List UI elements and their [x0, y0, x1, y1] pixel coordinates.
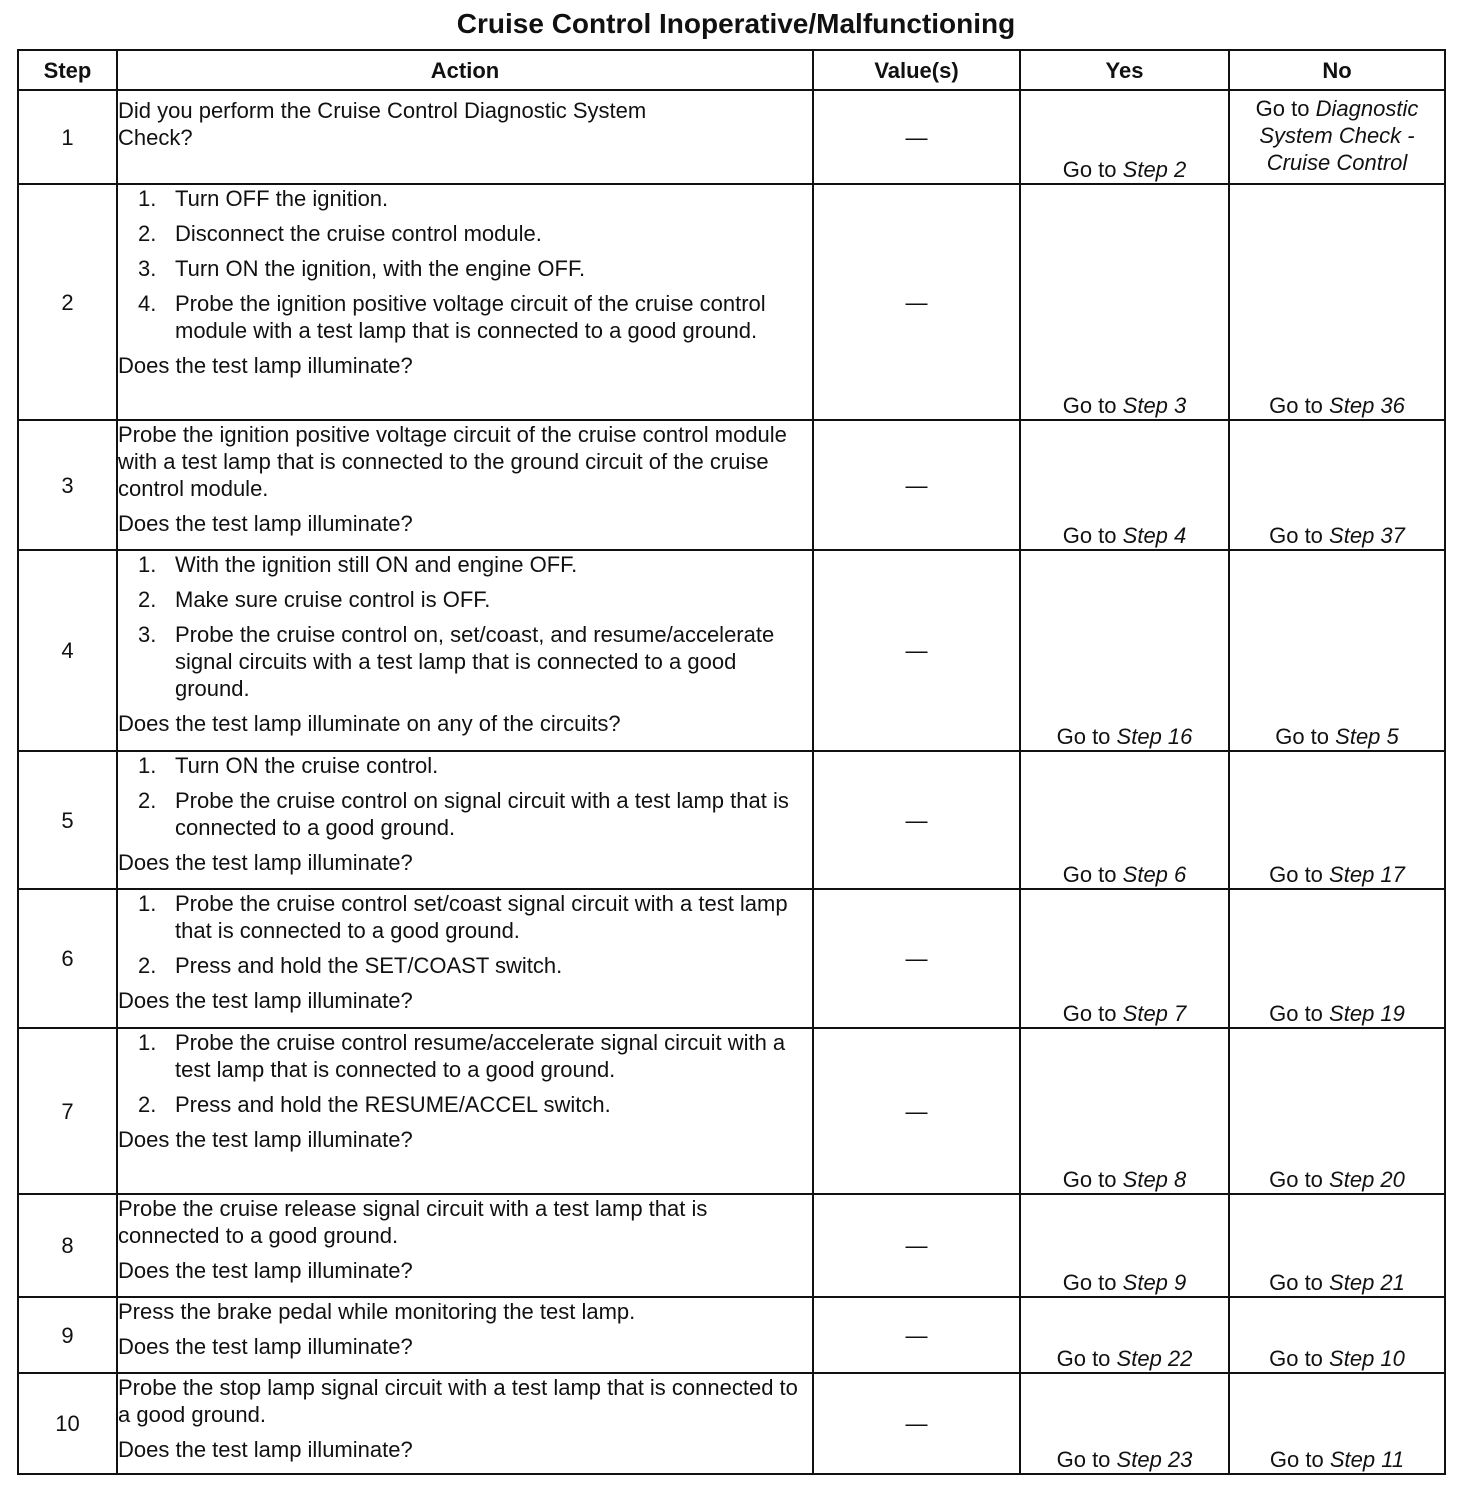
- step-number: 2: [18, 184, 117, 420]
- yes-cell: [1020, 1194, 1229, 1297]
- action-text: Probe the ignition positive voltage circuit of the cruise control module with a test lamp that is connected to the ground circuit of the cruise control module.: [118, 422, 787, 501]
- yes-cell: [1020, 90, 1229, 184]
- step-list: [118, 890, 812, 979]
- action-cell: [117, 184, 813, 420]
- list-item: 2. Press and hold the SET/COAST switch.: [138, 953, 563, 978]
- table-row: [18, 1194, 1445, 1297]
- action-question: Does the test lamp illuminate?: [118, 511, 413, 536]
- header-row: [18, 50, 1445, 90]
- no-cell: [1229, 184, 1445, 420]
- table-row: [18, 889, 1445, 1028]
- goto-prefix: Go to: [1269, 393, 1323, 418]
- list-item: 3. Probe the cruise control on, set/coast, and resume/accelerate signal circuits with a test lamp that is connected to a good ground.: [138, 622, 775, 701]
- goto-prefix: Go to: [1062, 1270, 1117, 1295]
- value-cell: —: [813, 1028, 1020, 1194]
- action-question: Does the test lamp illuminate?: [118, 1127, 413, 1152]
- table-row: [18, 184, 1445, 420]
- goto-link[interactable]: Step 22: [1116, 1346, 1193, 1371]
- list-item: 4. Probe the ignition positive voltage circuit of the cruise control module with a test lamp that is connected to a good ground.: [138, 291, 766, 343]
- goto-prefix: Go to: [1255, 96, 1310, 121]
- no-cell: [1229, 420, 1445, 550]
- value-cell: —: [813, 1194, 1020, 1297]
- table-row: [18, 1028, 1445, 1194]
- action-cell: [117, 1028, 813, 1194]
- value-cell: —: [813, 420, 1020, 550]
- goto-prefix: Go to: [1269, 862, 1323, 887]
- step-number: 3: [18, 420, 117, 550]
- step-number: 10: [18, 1373, 117, 1474]
- yes-cell: [1020, 184, 1229, 420]
- yes-cell: [1020, 550, 1229, 751]
- goto-link[interactable]: Step 3: [1122, 393, 1187, 418]
- action-text: Probe the stop lamp signal circuit with a test lamp that is connected to a good ground.: [118, 1375, 798, 1427]
- action-question: Does the test lamp illuminate?: [118, 1334, 413, 1359]
- action-text: Probe the cruise release signal circuit with a test lamp that is connected to a good ground.: [118, 1196, 708, 1248]
- action-text: Did you perform the Cruise Control Diagnostic System Check?: [118, 98, 647, 150]
- step-list: [118, 551, 812, 702]
- step-list: [118, 752, 812, 841]
- action-cell: [117, 889, 813, 1028]
- goto-link[interactable]: Step 7: [1122, 1001, 1187, 1026]
- step-number: 6: [18, 889, 117, 1028]
- goto-link[interactable]: Step 37: [1329, 523, 1405, 548]
- goto-prefix: Go to: [1062, 393, 1117, 418]
- no-cell: [1229, 1194, 1445, 1297]
- goto-prefix: Go to: [1056, 1447, 1111, 1472]
- list-item: 2. Make sure cruise control is OFF.: [138, 587, 491, 612]
- goto-link[interactable]: Step 16: [1116, 724, 1193, 749]
- goto-prefix: Go to: [1275, 724, 1330, 749]
- action-question: Does the test lamp illuminate?: [118, 988, 413, 1013]
- value-cell: —: [813, 1297, 1020, 1373]
- value-cell: —: [813, 1373, 1020, 1474]
- goto-link[interactable]: Diagnostic System Check - Cruise Control: [1259, 96, 1419, 175]
- step-number: 9: [18, 1297, 117, 1373]
- action-cell: [117, 420, 813, 550]
- step-number: 1: [18, 90, 117, 184]
- goto-prefix: Go to: [1269, 1270, 1323, 1295]
- yes-cell: [1020, 1028, 1229, 1194]
- value-cell: —: [813, 751, 1020, 889]
- table-row: [18, 751, 1445, 889]
- goto-link[interactable]: Step 11: [1329, 1447, 1405, 1472]
- list-item: 1. With the ignition still ON and engine OFF.: [138, 552, 578, 577]
- list-item: 2. Probe the cruise control on signal circuit with a test lamp that is connected to a good ground.: [138, 788, 789, 840]
- goto-prefix: Go to: [1062, 1167, 1117, 1192]
- yes-cell: [1020, 1373, 1229, 1474]
- no-cell: [1229, 889, 1445, 1028]
- no-cell: [1229, 90, 1445, 184]
- action-cell: [117, 751, 813, 889]
- action-question: Does the test lamp illuminate?: [118, 850, 413, 875]
- no-cell: [1229, 751, 1445, 889]
- table-row: [18, 90, 1445, 184]
- goto-prefix: Go to: [1056, 1346, 1111, 1371]
- goto-prefix: Go to: [1269, 1167, 1323, 1192]
- action-cell: [117, 1373, 813, 1474]
- step-list: [118, 1029, 812, 1118]
- goto-link[interactable]: Step 23: [1116, 1447, 1193, 1472]
- diagnostic-table: [17, 49, 1446, 1475]
- step-number: 4: [18, 550, 117, 751]
- goto-link[interactable]: Step 21: [1329, 1270, 1405, 1295]
- goto-prefix: Go to: [1269, 1447, 1324, 1472]
- list-item: 2. Disconnect the cruise control module.: [138, 221, 542, 246]
- step-number: 7: [18, 1028, 117, 1194]
- action-cell: [117, 550, 813, 751]
- no-cell: [1229, 1297, 1445, 1373]
- table-row: [18, 420, 1445, 550]
- page-title: Cruise Control Inoperative/Malfunctioning: [456, 8, 1016, 39]
- value-cell: —: [813, 90, 1020, 184]
- list-item: 1. Probe the cruise control resume/accelerate signal circuit with a test lamp that is connected to a good ground.: [138, 1030, 786, 1082]
- header-step: Step: [18, 50, 117, 90]
- goto-link[interactable]: Step 36: [1329, 393, 1405, 418]
- action-text: Press the brake pedal while monitoring the test lamp.: [118, 1299, 636, 1324]
- yes-cell: [1020, 751, 1229, 889]
- list-item: 1. Turn ON the cruise control.: [138, 753, 439, 778]
- goto-link[interactable]: Step 5: [1335, 724, 1399, 749]
- action-cell: [117, 1194, 813, 1297]
- value-cell: —: [813, 184, 1020, 420]
- header-yes: Yes: [1020, 50, 1229, 90]
- value-cell: —: [813, 889, 1020, 1028]
- value-cell: —: [813, 550, 1020, 751]
- action-cell: [117, 1297, 813, 1373]
- goto-prefix: Go to: [1269, 1346, 1323, 1371]
- goto-link[interactable]: Step 20: [1329, 1167, 1405, 1192]
- action-question: Does the test lamp illuminate?: [118, 1258, 413, 1283]
- yes-cell: [1020, 420, 1229, 550]
- goto-link[interactable]: Step 17: [1329, 862, 1405, 887]
- goto-link[interactable]: Step 9: [1122, 1270, 1187, 1295]
- no-cell: [1229, 1373, 1445, 1474]
- goto-link[interactable]: Step 6: [1122, 862, 1187, 887]
- action-cell: [117, 90, 813, 184]
- header-no: No: [1229, 50, 1445, 90]
- list-item: 1. Turn OFF the ignition.: [138, 186, 389, 211]
- goto-prefix: Go to: [1269, 523, 1323, 548]
- no-cell: [1229, 1028, 1445, 1194]
- step-number: 8: [18, 1194, 117, 1297]
- list-item: 1. Probe the cruise control set/coast signal circuit with a test lamp that is connected to a good ground.: [138, 891, 788, 943]
- table-row: [18, 1297, 1445, 1373]
- goto-prefix: Go to: [1056, 724, 1111, 749]
- goto-link[interactable]: Step 10: [1329, 1346, 1405, 1371]
- action-question: Does the test lamp illuminate?: [118, 1437, 413, 1462]
- action-question: Does the test lamp illuminate on any of the circuits?: [118, 711, 621, 736]
- goto-link[interactable]: Step 2: [1122, 157, 1187, 182]
- goto-prefix: Go to: [1062, 1001, 1117, 1026]
- goto-link[interactable]: Step 19: [1329, 1001, 1405, 1026]
- yes-cell: [1020, 889, 1229, 1028]
- list-item: 3. Turn ON the ignition, with the engine OFF.: [138, 256, 586, 281]
- no-cell: [1229, 550, 1445, 751]
- step-number: 5: [18, 751, 117, 889]
- goto-link[interactable]: Step 4: [1122, 523, 1187, 548]
- list-item: 2. Press and hold the RESUME/ACCEL switch.: [138, 1092, 611, 1117]
- table-row: [18, 1373, 1445, 1474]
- goto-link[interactable]: Step 8: [1122, 1167, 1187, 1192]
- header-action: Action: [117, 50, 813, 90]
- table-row: [18, 550, 1445, 751]
- yes-cell: [1020, 1297, 1229, 1373]
- goto-prefix: Go to: [1269, 1001, 1323, 1026]
- action-question: Does the test lamp illuminate?: [118, 353, 413, 378]
- step-list: [118, 185, 812, 344]
- goto-prefix: Go to: [1062, 862, 1117, 887]
- goto-prefix: Go to: [1062, 523, 1117, 548]
- header-value: Value(s): [813, 50, 1020, 90]
- goto-prefix: Go to: [1062, 157, 1117, 182]
